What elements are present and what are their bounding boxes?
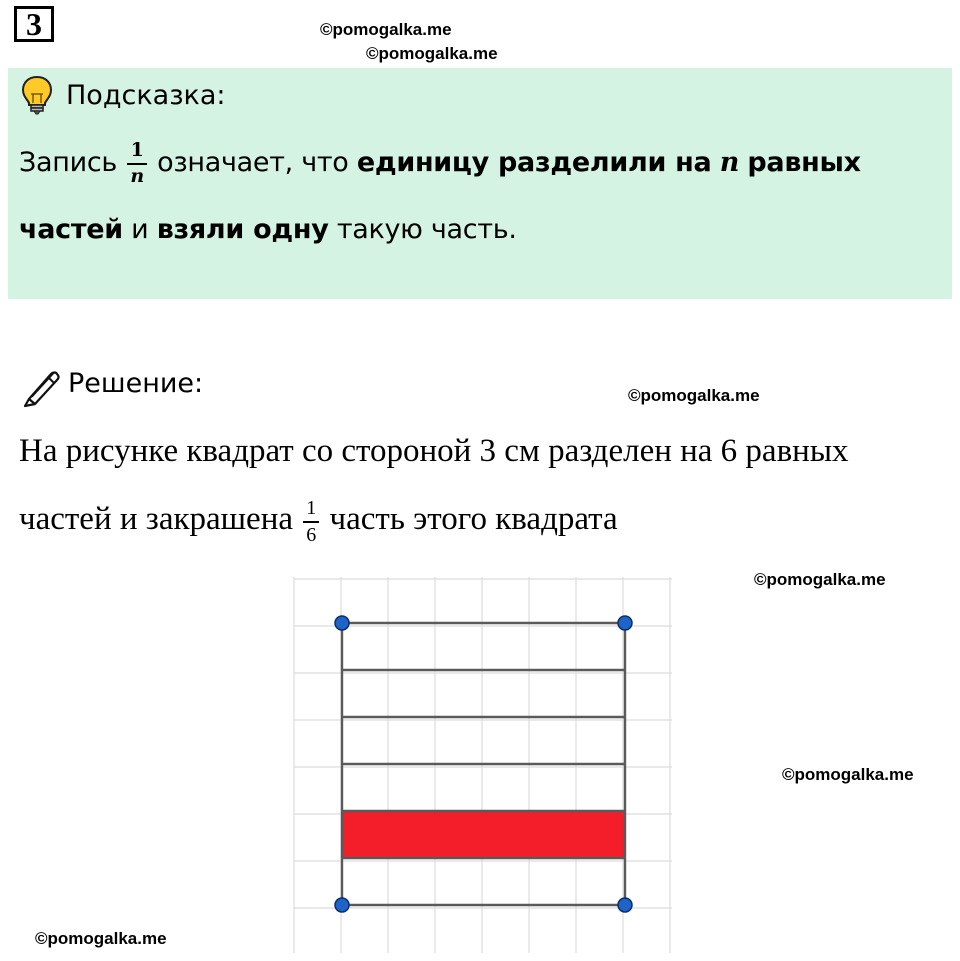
vertex-point [618,616,632,630]
vertex-point [335,616,349,630]
hint-n-variable: n [719,147,740,178]
solution-line-1: На рисунке квадрат со стороной 3 см разделен на 6 равных [19,433,849,469]
solution-text-before: частей и закрашена [19,501,294,538]
hint-fraction-numerator: 1 [127,141,147,165]
solution-title: Решение: [68,368,204,399]
hint-bold-2: равных [747,147,861,178]
watermark: ©pomogalka.me [320,20,452,39]
watermark: ©pomogalka.me [35,929,167,948]
hint-bold-4: взяли одну [156,214,329,245]
division-lines [342,623,625,905]
watermark: ©pomogalka.me [366,44,498,63]
hint-title: Подсказка: [66,80,226,111]
hint-fraction-denominator: n [130,165,144,187]
watermark: ©pomogalka.me [754,570,886,589]
solution-fraction-denominator: 6 [306,524,317,546]
hint-prefix: Запись [19,147,118,178]
hint-bold-1: единицу разделили на [356,147,712,178]
hint-mid: означает, что [157,147,349,178]
vertex-point [335,898,349,912]
hint-bold-3: частей [19,214,123,245]
watermark: ©pomogalka.me [782,765,914,784]
solution-text-after: часть этого квадрата [329,501,618,538]
solution-fraction-numerator: 1 [303,498,319,523]
hint-and: и [131,214,149,245]
shaded-part [342,811,625,858]
task-number: 3 [14,6,54,42]
hint-suffix: такую часть. [336,214,517,245]
watermark: ©pomogalka.me [628,386,760,405]
vertex-point [618,898,632,912]
